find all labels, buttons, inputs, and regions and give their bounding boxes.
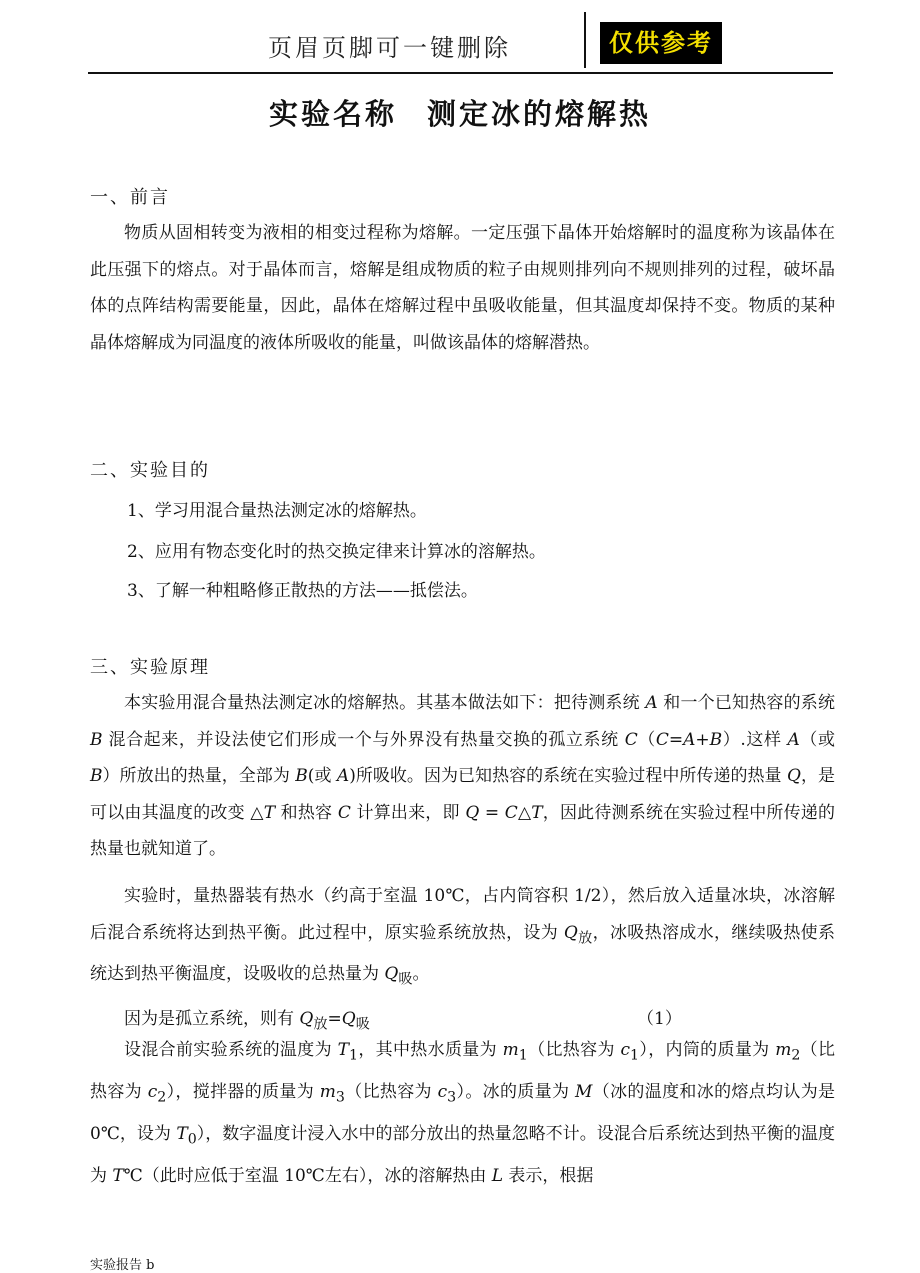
reference-badge: 仅供参考 bbox=[600, 22, 722, 64]
header-rule bbox=[88, 72, 833, 74]
section-heading-preface: 一、前言 bbox=[90, 187, 170, 208]
principle-paragraph-1: 本实验用混合量热法测定冰的熔解热。其基本做法如下：把待测系统 A 和一个已知热容的系统 B 混合起来，并设法使它们形成一个与外界没有热量交换的孤立系统 C（C=A+B）.这样 A（或 B）所放出的热量，全部为 B(或 A)所吸收。因为已知热容的系统在实验过程中所传递的热量 Q，是可以由其温度的改变 △T 和热容 C 计算出来，即 Q = C△T，因此待测系统在实验过程中所传递的热量也就知道了。 bbox=[90, 693, 836, 859]
equation-number: （1） bbox=[637, 1009, 682, 1029]
equation-line: 因为是孤立系统，则有 $Q_放=Q_吸$ bbox=[124, 1009, 370, 1033]
section-heading-principle: 三、实验原理 bbox=[90, 657, 210, 678]
page-header bbox=[88, 10, 833, 74]
purpose-item: 3、了解一种粗略修正散热的方法——抵偿法。 bbox=[127, 581, 478, 601]
purpose-item: 2、应用有物态变化时的热交换定律来计算冰的溶解热。 bbox=[127, 542, 546, 562]
header-divider bbox=[584, 12, 586, 68]
principle-paragraph-2: 实验时，量热器装有热水（约高于室温 10℃，占内筒容积 1/2），然后放入适量冰块，冰溶解后混合系统将达到热平衡。此过程中，原实验系统放热，设为 $Q_放$，冰吸热溶成水，继续吸热使系统达到热平衡温度，设吸收的总热量为 $Q_吸$。 bbox=[90, 886, 836, 988]
preface-paragraph: 物质从固相转变为液相的相变过程称为熔解。一定压强下晶体开始熔解时的温度称为该晶体在此压强下的熔点。对于晶体而言，熔解是组成物质的粒子由规则排列向不规则排列的过程，破坏晶体的点阵结构需要能量，因此，晶体在熔解过程中虽吸收能量，但其温度却保持不变。物质的某种晶体熔解成为同温度的液体所吸收的能量，叫做该晶体的熔解潜热。 bbox=[90, 223, 835, 353]
section-heading-purpose: 二、实验目的 bbox=[90, 460, 210, 481]
header-text: 页眉页脚可一键删除 bbox=[268, 34, 511, 62]
page-footer: 实验报告 b bbox=[90, 1258, 155, 1273]
principle-paragraph-4: 设混合前实验系统的温度为 $T_1$，其中热水质量为 $m_1$（比热容为 $c_1$），内筒的质量为 $m_2$（比热容为 $c_2$），搅拌器的质量为 $m_3$（比热容为 $c_3$）。冰的质量为 M（冰的温度和冰的熔点均认为是 0℃，设为 $T_0$），数字温度计浸入水中的部分放出的热量忽略不计。设混合后系统达到热平衡的温度为 T℃（此时应低于室温 10℃左右），冰的溶解热由 L 表示，根据 bbox=[90, 1040, 836, 1186]
document-title: 实验名称 测定冰的熔解热 bbox=[268, 97, 652, 131]
purpose-item: 1、学习用混合量热法测定冰的熔解热。 bbox=[127, 501, 427, 521]
